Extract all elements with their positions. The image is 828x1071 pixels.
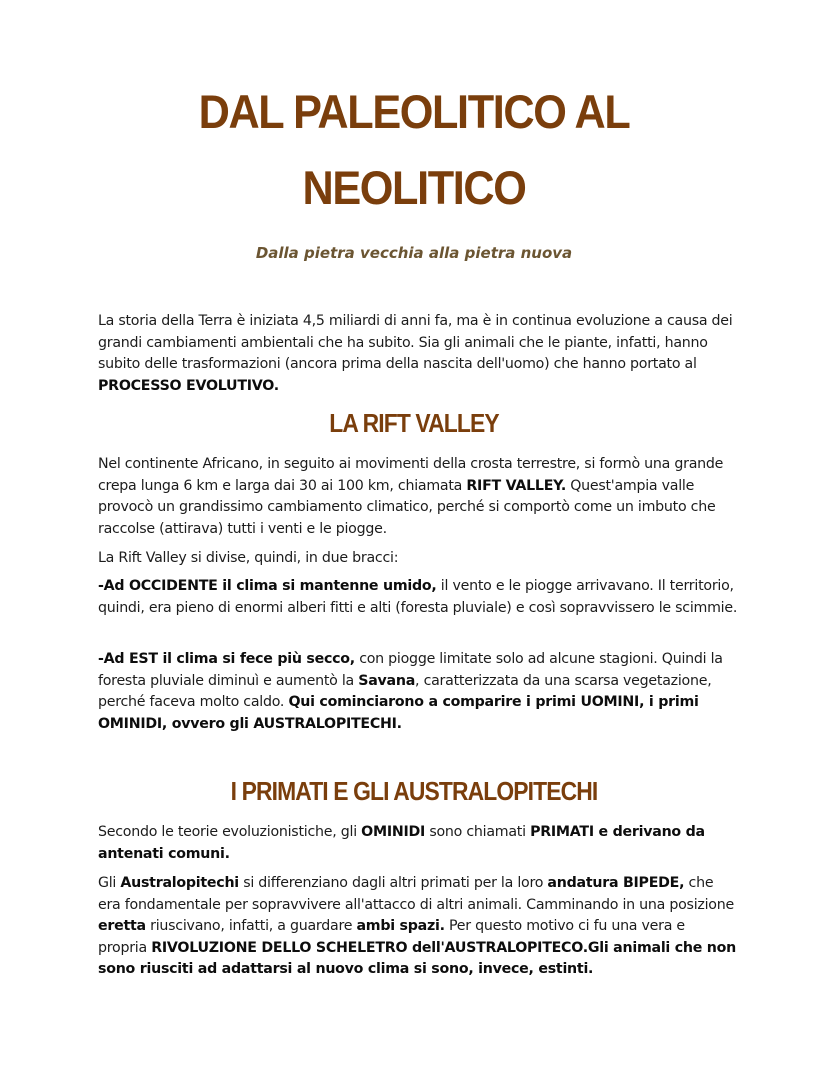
rift-p4-bold-3: Qui cominciarono a comparire i primi UOMINI, i primi OMINIDI, ovvero gli AUSTRALOPITECHI. bbox=[98, 694, 699, 732]
intro-paragraph bbox=[98, 311, 738, 397]
intro-text: La storia della Terra è iniziata 4,5 miliardi di anni fa, ma è in continua evoluzione a causa dei grandi cambiamenti ambientali che ha subito. Sia gli animali che le piante, infatti, hanno subito delle trasformazioni (ancora prima della nascita dell'uomo) che hanno portato al bbox=[98, 313, 733, 372]
rift-p4-text-2: , caratterizzata da una scarsa vegetazione, perché faceva molto caldo. bbox=[98, 672, 712, 710]
primati-p2-bold-4: ambi spazi. bbox=[356, 918, 445, 934]
rift-paragraph-3 bbox=[98, 576, 738, 619]
primati-paragraph-2 bbox=[98, 873, 738, 981]
rift-p4-bold-2: Savana bbox=[358, 672, 416, 689]
rift-paragraph-2: La Rift Valley si divise, quindi, in due bracci: bbox=[98, 550, 399, 566]
primati-p1-bold-2: PRIMATI e derivano da antenati comuni. bbox=[98, 824, 705, 862]
primati-p2-text-2: si differenziano dagli altri primati per la loro bbox=[238, 875, 548, 891]
primati-p2-bold-1: Australopitechi bbox=[120, 875, 239, 891]
primati-p2-bold-3: eretta bbox=[98, 918, 146, 934]
primati-p2-bold-2: andatura BIPEDE, bbox=[547, 875, 685, 891]
primati-p2-text-4: riuscivano, infatti, a guardare bbox=[145, 918, 357, 934]
primati-p2-text-1: Gli bbox=[98, 875, 121, 891]
primati-p2-text-3: che era fondamentale per sopravvivere all'attacco di altri animali. Camminando in una posizione bbox=[98, 875, 734, 913]
section-heading-primati: I PRIMATI E GLI AUSTRALOPITECHI bbox=[230, 776, 598, 806]
rift-paragraph-1 bbox=[98, 454, 738, 540]
rift-p1-text-2: Quest'ampia valle provocò un grandissimo cambiamento climatico, perché si comportò come un imbuto che raccolse (attirava) tutti i venti e le piogge. bbox=[98, 477, 716, 537]
rift-paragraph-4 bbox=[98, 649, 738, 735]
primati-p1-bold-1: OMINIDI bbox=[361, 824, 426, 840]
primati-p1-text-1: Secondo le teorie evoluzionistiche, gli bbox=[98, 824, 362, 840]
page-title-line-2: NEOLITICO bbox=[302, 161, 526, 214]
rift-p1-text-1: Nel continente Africano, in seguito ai movimenti della crosta terrestre, si formò una grande crepa lunga 6 km e larga dai 30 ai 100 km, chiamata bbox=[98, 456, 724, 494]
rift-p1-bold-1: RIFT VALLEY. bbox=[466, 477, 566, 494]
rift-p3-text-1: il vento e le piogge arrivavano. Il territorio, quindi, era pieno di enormi alberi fitti e alti (foresta pluviale) e così sopravvissero le scimmie. bbox=[98, 578, 738, 616]
section-heading-rift-valley: LA RIFT VALLEY bbox=[329, 408, 499, 438]
primati-paragraph-1 bbox=[98, 822, 738, 865]
primati-p2-bold-5: RIVOLUZIONE DELLO SCHELETRO dell'AUSTRALOPITECO.Gli animali che non sono riusciti ad adattarsi al nuovo clima si sono, invece, estinti. bbox=[98, 939, 736, 977]
rift-p4-text-1: con piogge limitate solo ad alcune stagioni. Quindi la foresta pluviale diminuì e aumentò la bbox=[98, 651, 723, 689]
primati-p1-text-2: sono chiamati bbox=[425, 824, 531, 840]
page-subtitle: Dalla pietra vecchia alla pietra nuova bbox=[255, 244, 573, 262]
primati-p2-text-5: Per questo motivo ci fu una vera e propria bbox=[98, 918, 685, 956]
rift-p3-bold-1: -Ad OCCIDENTE il clima si mantenne umido, bbox=[98, 578, 437, 594]
page-title bbox=[33, 74, 795, 226]
rift-p4-bold-1: -Ad EST il clima si fece più secco, bbox=[98, 651, 355, 667]
page-title-line-1: DAL PALEOLITICO AL bbox=[198, 85, 630, 138]
intro-bold: PROCESSO EVOLUTIVO. bbox=[98, 377, 279, 394]
